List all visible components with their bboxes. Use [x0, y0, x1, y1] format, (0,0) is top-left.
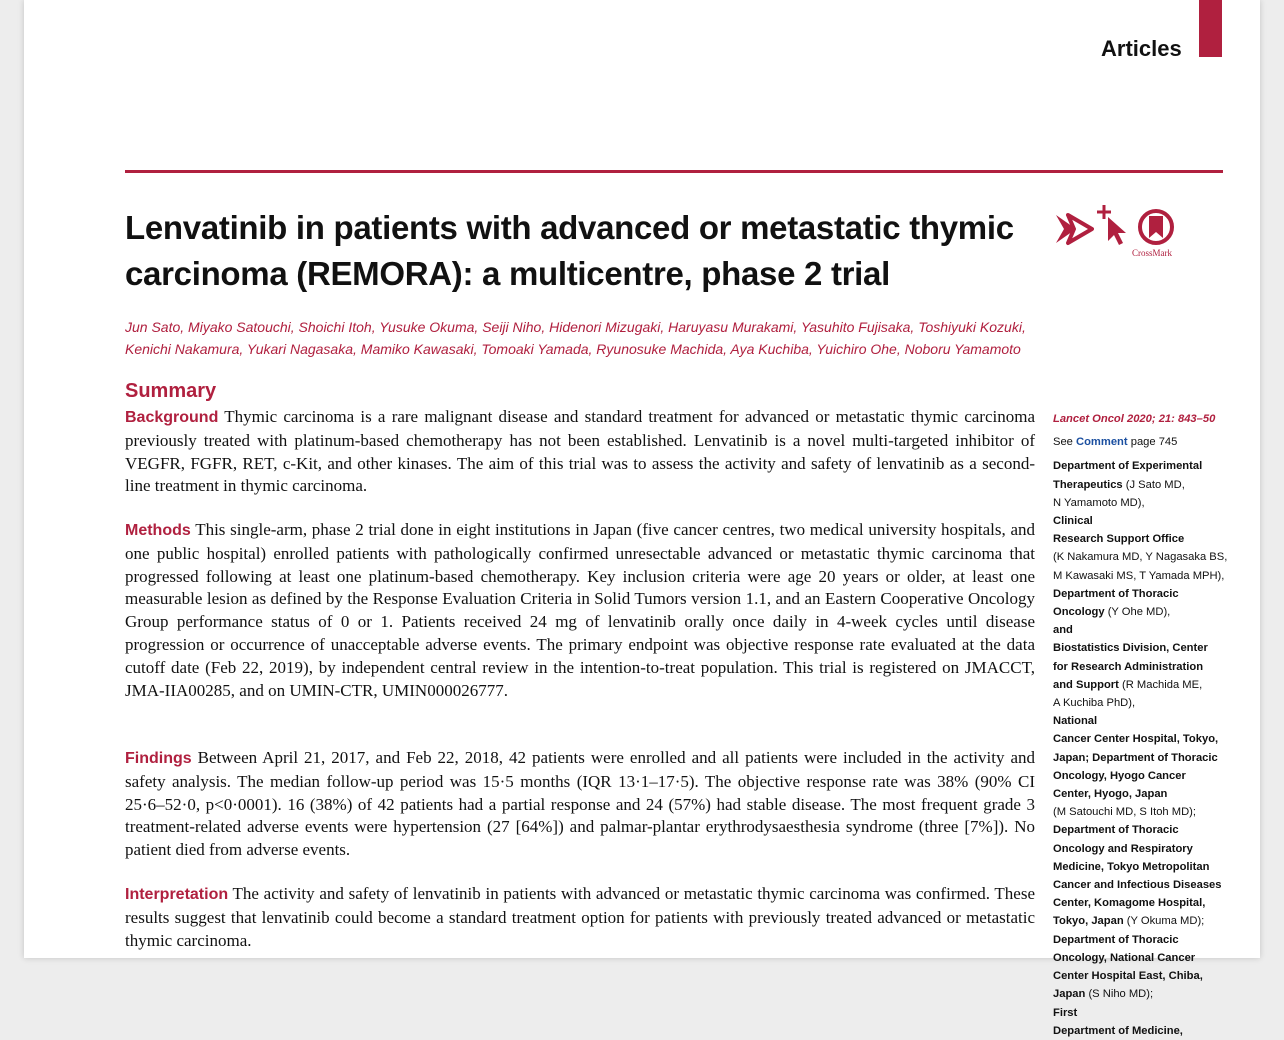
affiliation-line [1053, 548, 1228, 566]
affiliation-bold-text: Department of Experimental [1053, 460, 1203, 473]
affiliation-bold-text: Medicine, Tokyo Metropolitan [1053, 860, 1210, 873]
methods-label: Methods [125, 522, 191, 539]
affiliation-line [1053, 494, 1228, 512]
affiliation-bold-text: Research Support Office [1053, 533, 1185, 546]
article-title [125, 205, 1045, 297]
findings-text: Between April 21, 2017, and Feb 22, 2018, 42 patients were enrolled and all patients were included in the activity and safety analysis. The median follow-up period was 15·5 months (IQR 13·1–17·5). The objective response rate was 38% (90% CI 25·6–52·0, p<0·0001). 16 (38%) of 42 patients had a partial response and 24 (57%) had stable disease. The most frequent grade 3 treatment-related adverse events were hypertension (27 [64%]) and palmar-plantar erythrodysaesthesia syndrome (three [7%]). No patient died from adverse events. [125, 748, 1036, 860]
crossmark-caption: CrossMark [1132, 248, 1172, 258]
comment-link[interactable]: Comment [1076, 436, 1128, 449]
section-color-tab [1199, 0, 1222, 57]
affiliation-bold-text: Oncology [1053, 606, 1105, 619]
interpretation-text: The activity and safety of lenvatinib in patients with advanced or metastatic thymic carcinoma was confirmed. These results suggest that lenvatinib could become a standard treatment option for patients with previously treated advanced or metastatic thymic carcinoma. [125, 884, 1035, 950]
background-label: Background [125, 409, 219, 426]
affiliation-bold-text: Therapeutics [1053, 478, 1123, 491]
affiliation-bold-text: Oncology and Respiratory [1053, 842, 1193, 855]
sidebar [1053, 410, 1228, 1040]
affiliation-line [1053, 457, 1228, 475]
article-page [24, 0, 1260, 1037]
affiliation-line [1053, 1004, 1228, 1022]
affiliation-bold-text: Japan; Department of Thoracic [1053, 751, 1218, 764]
summary-heading: Summary [125, 380, 217, 402]
affiliation-line [1053, 476, 1228, 494]
affiliation-line [1053, 803, 1228, 821]
affiliation-normal-text: (K Nakamura MD, Y Nagasaka BS, [1053, 551, 1228, 564]
affiliation-line [1053, 840, 1228, 858]
bookmark-arrow-icon[interactable] [1054, 211, 1094, 247]
affiliation-line [1053, 585, 1228, 603]
author-list [125, 316, 1055, 360]
section-label: Articles [1101, 36, 1182, 61]
affiliation-bold-text: Department of Thoracic [1053, 824, 1179, 837]
header-rule [125, 170, 1223, 173]
affiliation-bold-text: First [1053, 1006, 1078, 1019]
affiliation-bold-text: National [1053, 715, 1098, 728]
affiliation-line [1053, 530, 1228, 548]
affiliation-normal-text: (S Niho MD); [1085, 988, 1154, 1001]
affiliations [1053, 457, 1228, 1040]
affiliation-normal-text: (J Sato MD, [1122, 478, 1185, 491]
title-line-2: carcinoma (REMORA): a multicentre, phase 2 trial [125, 255, 890, 292]
affiliation-bold-text: and Support [1053, 678, 1119, 691]
affiliation-bold-text: Cancer Center Hospital, Tokyo, [1053, 733, 1219, 746]
affiliation-bold-text: Clinical [1053, 515, 1093, 528]
affiliation-bold-text: Oncology, National Cancer [1053, 951, 1196, 964]
background-text: Thymic carcinoma is a rare malignant disease and standard treatment for advanced or metastatic thymic carcinoma previously treated with platinum-based chemotherapy has not been established. Lenvatinib is a novel multi-targeted inhibitor of VEGFR, FGFR, RET, c-Kit, and other kinases. The aim of this trial was to assess the activity and safety of lenvatinib as a second-line treatment in thymic carcinoma. [125, 407, 1035, 496]
affiliation-bold-text: Tokyo, Japan [1053, 915, 1124, 928]
affiliation-normal-text: (Y Ohe MD), [1104, 606, 1171, 619]
interpretation-label: Interpretation [125, 886, 229, 903]
findings-paragraph [125, 747, 1035, 862]
affiliation-line [1053, 785, 1228, 803]
affiliation-line [1053, 749, 1228, 767]
methods-paragraph [125, 519, 1035, 702]
see-suffix: page 745 [1130, 436, 1178, 449]
affiliation-bold-text: and [1053, 624, 1073, 637]
affiliation-bold-text: Oncology, Hyogo Cancer [1053, 769, 1186, 782]
affiliation-line [1053, 912, 1228, 930]
affiliation-bold-text: for Research Administration [1053, 660, 1204, 673]
affiliation-line [1053, 621, 1228, 639]
affiliation-line [1053, 858, 1228, 876]
affiliation-normal-text: N Yamamoto MD), [1053, 496, 1145, 509]
background-paragraph [125, 406, 1035, 498]
affiliation-bold-text: Department of Medicine, [1053, 1024, 1183, 1037]
affiliation-bold-text: Cancer and Infectious Diseases [1053, 879, 1222, 892]
affiliation-line [1053, 694, 1228, 712]
affiliation-bold-text: Center, Hyogo, Japan [1053, 788, 1168, 801]
findings-label: Findings [125, 750, 192, 767]
affiliation-bold-text: Japan [1053, 988, 1086, 1001]
affiliation-line [1053, 767, 1228, 785]
affiliation-bold-text: Department of Thoracic [1053, 933, 1179, 946]
journal-citation: Lancet Oncol 2020; 21: 843–50 [1053, 413, 1216, 425]
affiliation-line [1053, 931, 1228, 949]
see-comment [1053, 433, 1228, 451]
authors-line-1: Jun Sato, Miyako Satouchi, Shoichi Itoh, Yusuke Okuma, Seiji Niho, Hidenori Mizugaki, Haruyasu Murakami, Yasuhito Fujisaka, Toshiyuki Kozuki, [125, 319, 1026, 335]
title-line-1: Lenvatinib in patients with advanced or metastatic thymic [125, 209, 1014, 246]
authors-line-2: Kenichi Nakamura, Yukari Nagasaka, Mamiko Kawasaki, Tomoaki Yamada, Ryunosuke Machida, Aya Kuchiba, Yuichiro Ohe, Noboru Yamamoto [125, 341, 1021, 357]
affiliation-line [1053, 985, 1228, 1003]
crossmark-icon[interactable] [1136, 207, 1176, 247]
affiliation-line [1053, 676, 1228, 694]
affiliation-line [1053, 512, 1228, 530]
affiliation-normal-text: (R Machida ME, [1118, 678, 1203, 691]
affiliation-bold-text: Biostatistics Division, Center [1053, 642, 1208, 655]
affiliation-normal-text: A Kuchiba PhD), [1053, 697, 1136, 710]
affiliation-line [1053, 712, 1228, 730]
affiliation-bold-text: Department of Thoracic [1053, 587, 1179, 600]
affiliation-line [1053, 658, 1228, 676]
affiliation-line [1053, 1022, 1228, 1040]
affiliation-line [1053, 876, 1228, 894]
affiliation-line [1053, 894, 1228, 912]
affiliation-line [1053, 821, 1228, 839]
affiliation-normal-text: (Y Okuma MD); [1123, 915, 1205, 928]
affiliation-line [1053, 567, 1228, 585]
see-prefix: See [1053, 436, 1073, 449]
affiliation-normal-text: (M Satouchi MD, S Itoh MD); [1053, 806, 1196, 819]
affiliation-line [1053, 639, 1228, 657]
affiliation-line [1053, 730, 1228, 748]
affiliation-bold-text: Center, Komagome Hospital, [1053, 897, 1206, 910]
affiliation-line [1053, 603, 1228, 621]
methods-text: This single-arm, phase 2 trial done in eight institutions in Japan (five cancer centres, two medical university hospitals, and one public hospital) enrolled patients with pathologically confirmed unresectable advanced or metastatic thymic carcinoma that progressed following at least one platinum-based chemotherapy. Key inclusion criteria were age 20 years or older, at least one measurable lesion as defined by the Response Evaluation Criteria in Solid Tumors version 1.1, and an Eastern Cooperative Oncology Group performance status of 0 or 1. Patients received 24 mg of lenvatinib orally once daily in 4-week cycles until disease progression or occurrence of unacceptable adverse events. The primary endpoint was objective response rate evaluated at the data cutoff date (Feb 22, 2019), by independent central review in the intention-to-treat population. This trial is registered on JMACCT, JMA-IIA00285, and on UMIN-CTR, UMIN000026777. [125, 520, 1035, 700]
cursor-plus-icon[interactable] [1096, 205, 1130, 247]
affiliation-line [1053, 967, 1228, 985]
interpretation-paragraph [125, 883, 1035, 952]
affiliation-bold-text: Center Hospital East, Chiba, [1053, 970, 1203, 983]
affiliation-normal-text: M Kawasaki MS, T Yamada MPH), [1053, 569, 1225, 582]
